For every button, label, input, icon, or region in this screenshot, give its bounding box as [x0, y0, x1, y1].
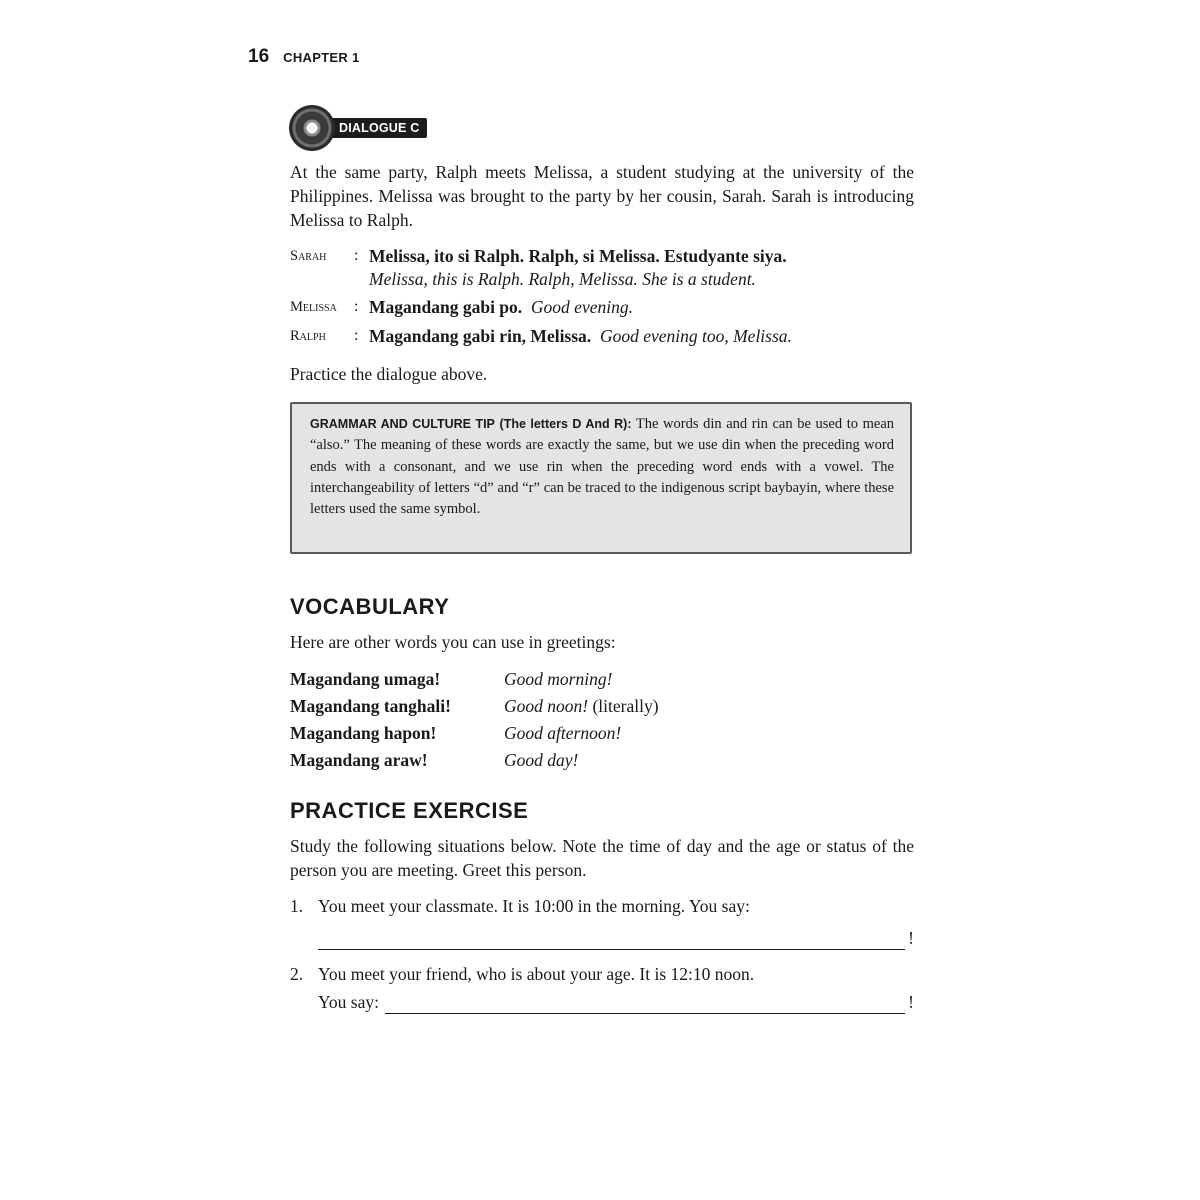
vocabulary-item — [290, 747, 659, 774]
exercise-prompt-line — [290, 962, 914, 986]
exercise-prompt-line — [290, 894, 914, 918]
cd-icon — [289, 105, 335, 151]
vocabulary-heading: VOCABULARY — [290, 594, 450, 619]
dialogue-line — [290, 295, 930, 319]
answer-prefix: You say: — [318, 992, 379, 1012]
tagalog-line: Magandang gabi rin, Melissa. — [369, 326, 592, 346]
vocab-gloss — [504, 750, 578, 771]
tagalog-line: Magandang gabi po. — [369, 297, 523, 317]
chapter-label: CHAPTER 1 — [283, 50, 360, 65]
exercise-item — [290, 962, 914, 1014]
vocab-translation: Good morning! — [504, 669, 613, 689]
vocabulary-item — [290, 693, 659, 720]
exercise-prompt: You meet your friend, who is about your age. It is 12:10 noon. — [318, 964, 755, 984]
exercise-number: 1. — [290, 896, 304, 916]
vocab-translation: Good day! — [504, 750, 579, 770]
vocabulary-intro: Here are other words you can use in greetings: — [290, 632, 616, 652]
tip-subtitle: (The letters D And R): — [499, 417, 632, 431]
vocabulary-list — [290, 666, 659, 774]
answer-end-mark: ! — [908, 992, 914, 1012]
answer-row — [318, 988, 914, 1014]
answer-row — [318, 924, 914, 950]
answer-blank[interactable] — [318, 929, 905, 950]
page-number: 16 — [248, 46, 270, 67]
dialogue-line — [290, 324, 930, 348]
vocab-gloss — [504, 696, 659, 717]
vocab-translation: Good noon! — [504, 696, 589, 716]
tip-body: The words din and rin can be used to mean “also.” The meaning of these words are exactly the same, but we use din when the preceding word ends with a consonant, and we use rin when the preceding word ends with a vowel. The interchangeability of letters “d” and “r” can be traced to the indigenous script baybayin, where these letters used the same symbol. — [310, 416, 895, 518]
speaker-name: Ralph — [290, 328, 326, 344]
dialogue-intro: At the same party, Ralph meets Melissa, a student studying at the university of the Philippines. Melissa was brought to the party by her cousin, Sarah. Sarah is introducing Melissa to Ralph. — [290, 162, 914, 230]
english-translation: Good evening too, Melissa. — [599, 326, 792, 346]
tagalog-line: Melissa, ito si Ralph. Ralph, si Melissa. Estudyante siya. — [369, 246, 787, 266]
speaker-colon: : — [354, 327, 359, 344]
dialogue-label: DIALOGUE C — [321, 118, 427, 138]
dialogue-line — [290, 244, 930, 290]
vocabulary-item — [290, 720, 659, 747]
vocab-note: (literally) — [588, 696, 659, 716]
speaker-colon: : — [354, 247, 359, 264]
vocab-translation: Good afternoon! — [504, 723, 622, 743]
grammar-culture-tip — [290, 402, 912, 554]
dialogue-text — [369, 244, 787, 290]
exercise-item — [290, 894, 914, 950]
speaker-name: Sarah — [290, 248, 327, 264]
vocabulary-item — [290, 666, 659, 693]
dialogue — [290, 244, 930, 353]
vocab-gloss — [504, 723, 621, 744]
speaker-colon: : — [354, 298, 359, 315]
dialogue-text — [369, 295, 633, 319]
practice-exercise-heading: PRACTICE EXERCISE — [290, 798, 529, 823]
dialogue-text — [369, 324, 792, 348]
english-translation: Good evening. — [530, 297, 633, 317]
answer-end-mark: ! — [908, 928, 914, 948]
practice-instruction: Practice the dialogue above. — [290, 364, 488, 384]
running-header — [248, 46, 360, 68]
vocab-term: Magandang tanghali! — [290, 696, 451, 716]
exercise-prompt: You meet your classmate. It is 10:00 in the morning. You say: — [318, 896, 750, 916]
english-translation: Melissa, this is Ralph. Ralph, Melissa. She is a student. — [369, 269, 756, 289]
practice-exercise-intro: Study the following situations below. Note the time of day and the age or status of the person you are meeting. Greet this person. — [290, 836, 914, 880]
vocab-term: Magandang umaga! — [290, 669, 441, 689]
vocab-term: Magandang hapon! — [290, 723, 437, 743]
exercise-number: 2. — [290, 964, 304, 984]
vocab-gloss — [504, 669, 612, 690]
vocab-term: Magandang araw! — [290, 750, 428, 770]
dialogue-badge — [289, 104, 427, 152]
speaker-name: Melissa — [290, 299, 337, 315]
answer-blank[interactable] — [385, 993, 905, 1014]
tip-title: GRAMMAR AND CULTURE TIP — [310, 417, 495, 431]
